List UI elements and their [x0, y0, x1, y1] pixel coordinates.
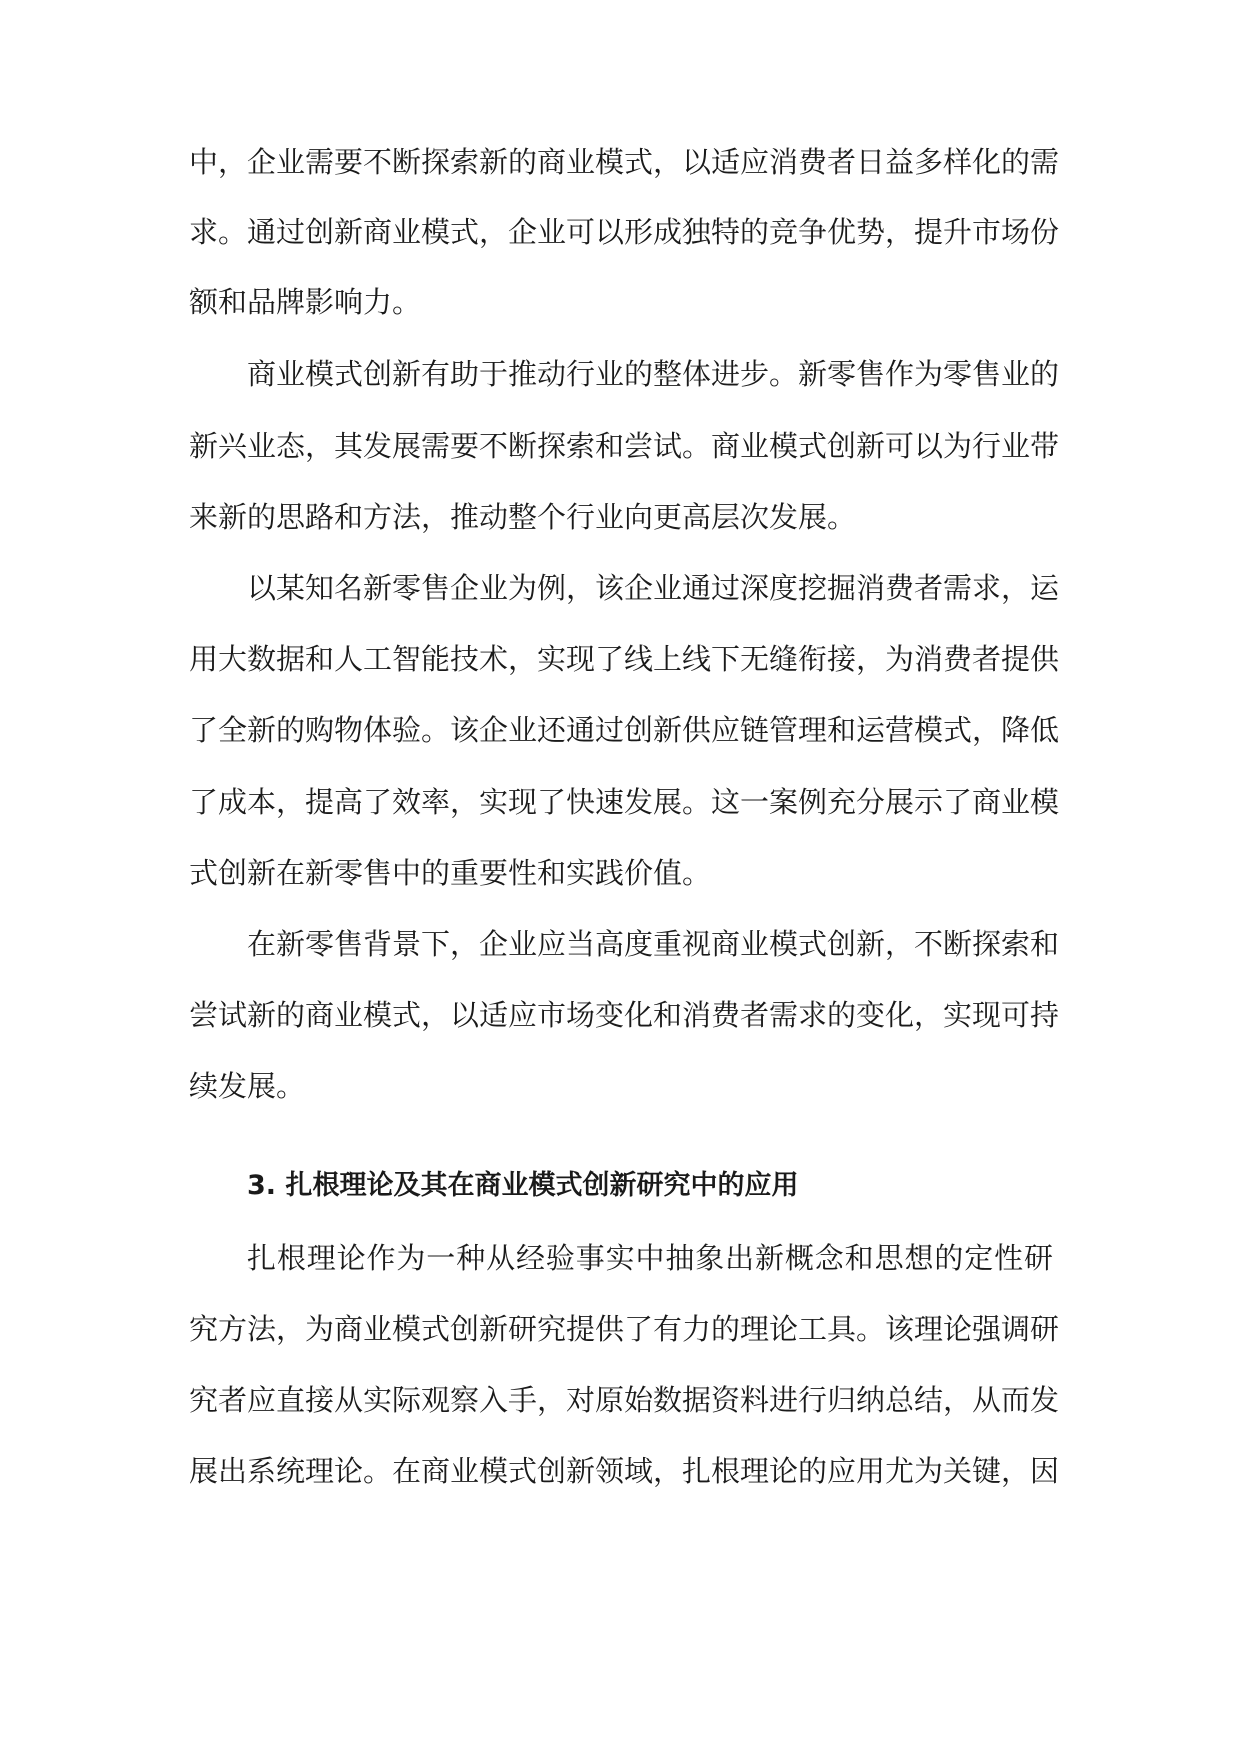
- section-paragraph-line-2: 究方法，为商业模式创新研究提供了有力的理论工具。该理论强调研: [189, 1312, 1060, 1346]
- section-paragraph-line-3: 究者应直接从实际观察入手，对原始数据资料进行归纳总结，从而发: [189, 1383, 1060, 1417]
- paragraph-3-line-2: 用大数据和人工智能技术，实现了线上线下无缝衔接，为消费者提供: [189, 642, 1060, 676]
- paragraph-2-line-1: 商业模式创新有助于推动行业的整体进步。新零售作为零售业的: [247, 357, 1060, 391]
- paragraph-2-line-3: 来新的思路和方法，推动整个行业向更高层次发展。: [189, 500, 857, 534]
- paragraph-1-line-1: 中，企业需要不断探索新的商业模式，以适应消费者日益多样化的需: [189, 145, 1060, 179]
- paragraph-4-line-2: 尝试新的商业模式，以适应市场变化和消费者需求的变化，实现可持: [189, 998, 1060, 1032]
- paragraph-4-line-1: 在新零售背景下，企业应当高度重视商业模式创新，不断探索和: [247, 927, 1060, 961]
- paragraph-2-line-2: 新兴业态，其发展需要不断探索和尝试。商业模式创新可以为行业带: [189, 429, 1060, 463]
- section-paragraph-line-1: 扎根理论作为一种从经验事实中抽象出新概念和思想的定性研: [247, 1241, 1053, 1275]
- paragraph-1-line-3: 额和品牌影响力。: [189, 285, 422, 319]
- paragraph-3-line-1: 以某知名新零售企业为例，该企业通过深度挖掘消费者需求，运: [247, 571, 1060, 605]
- paragraph-3-line-4: 了成本，提高了效率，实现了快速发展。这一案例充分展示了商业模: [189, 785, 1060, 819]
- paragraph-3-line-5: 式创新在新零售中的重要性和实践价值。: [189, 856, 712, 890]
- paragraph-4-line-3: 续发展。: [189, 1069, 306, 1103]
- paragraph-1-line-2: 求。通过创新商业模式，企业可以形成独特的竞争优势，提升市场份: [189, 215, 1060, 249]
- section-heading: 3. 扎根理论及其在商业模式创新研究中的应用: [247, 1170, 799, 1201]
- paragraph-3-line-3: 了全新的购物体验。该企业还通过创新供应链管理和运营模式，降低: [189, 713, 1060, 747]
- section-paragraph-line-4: 展出系统理论。在商业模式创新领域，扎根理论的应用尤为关键，因: [189, 1454, 1060, 1488]
